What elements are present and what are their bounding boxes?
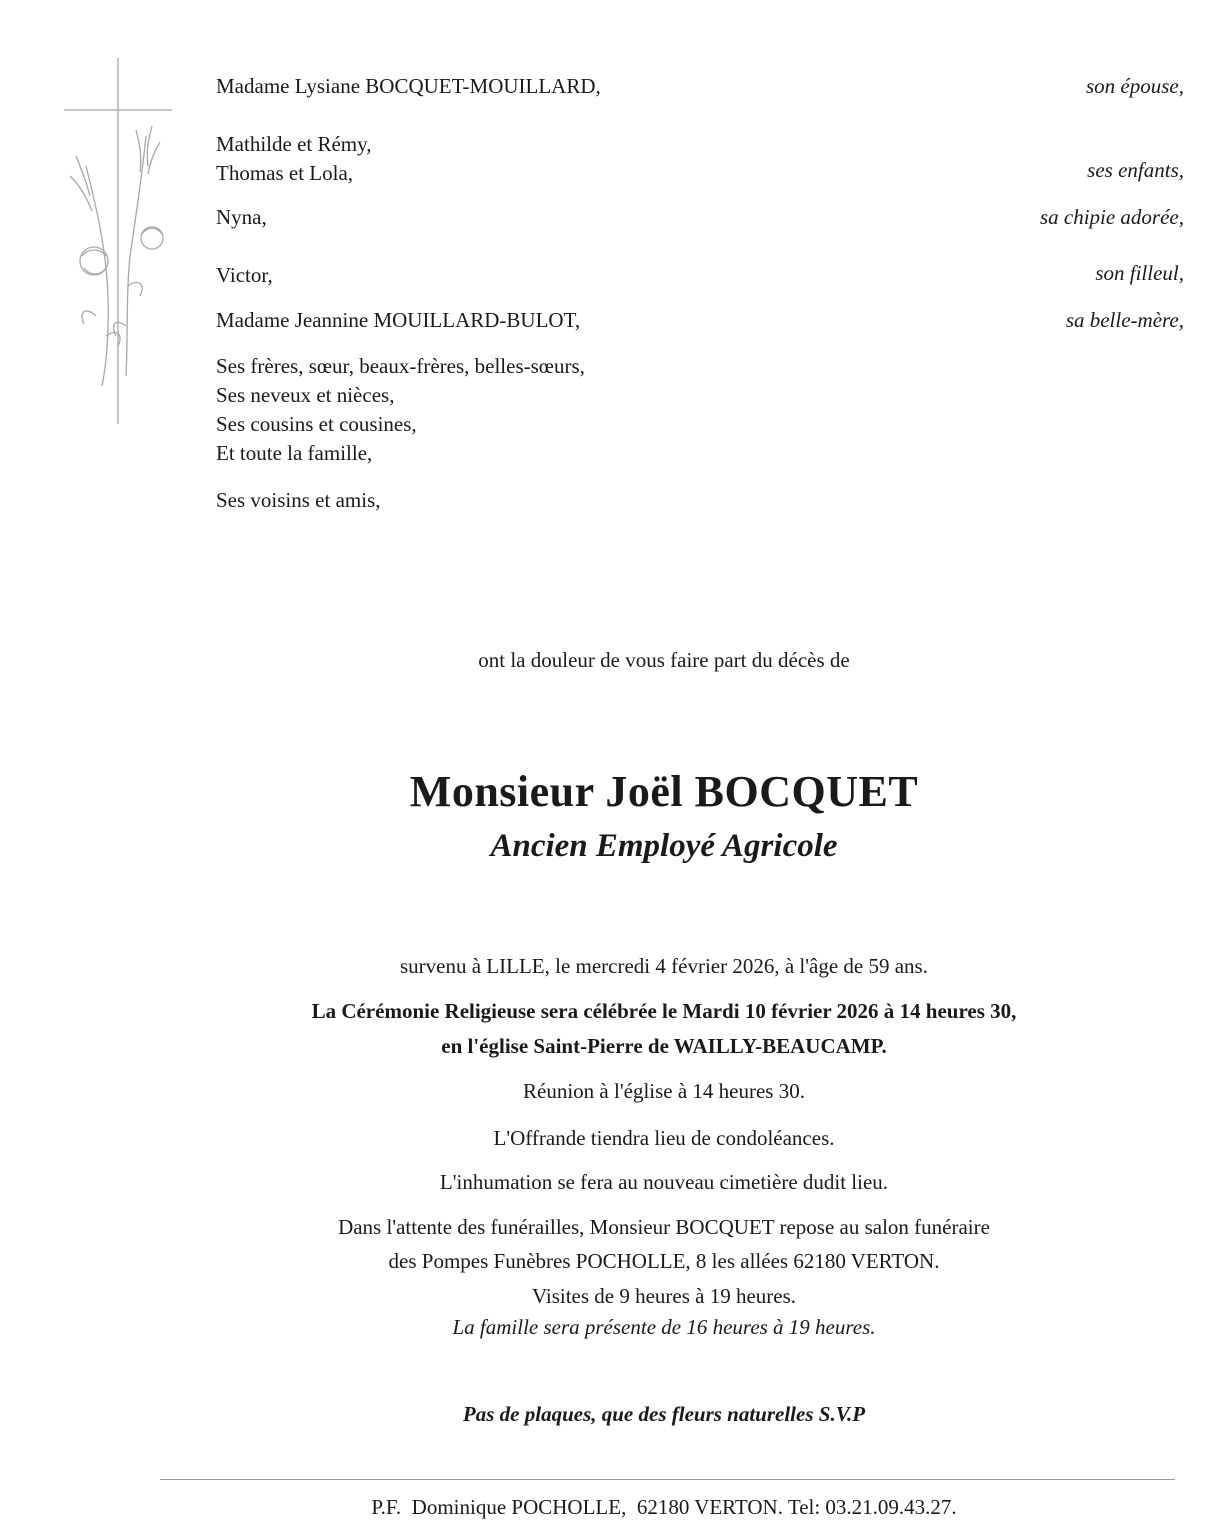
family-line: Ses cousins et cousines, — [216, 412, 417, 436]
ceremony-line-2: en l'église Saint-Pierre de WAILLY-BEAUCAMP. — [441, 1034, 887, 1058]
relation-granddaughter: sa chipie adorée, — [1039, 205, 1184, 229]
cross-flowers-icon — [56, 56, 176, 428]
death-details: survenu à LILLE, le mercredi 4 février 2026, à l'âge de 59 ans. — [400, 954, 928, 978]
family-member-friends: Ses voisins et amis, — [216, 488, 381, 512]
rest-info-line-1: Dans l'attente des funérailles, Monsieur BOCQUET repose au salon funéraire — [338, 1215, 990, 1239]
announcement-text: ont la douleur de vous faire part du décès de — [478, 648, 850, 672]
footer-divider — [160, 1479, 1175, 1480]
relation-children: ses enfants, — [1087, 158, 1184, 182]
family-line: Mathilde et Rémy, — [216, 132, 372, 156]
relation-godson: son filleul, — [1095, 261, 1184, 285]
family-member-children — [216, 130, 372, 188]
family-line: Ses frères, sœur, beaux-frères, belles-sœurs, — [216, 354, 585, 378]
family-member-extended — [216, 352, 585, 468]
rest-info-line-2: des Pompes Funèbres POCHOLLE, 8 les allées 62180 VERTON. — [388, 1249, 940, 1273]
ceremony-line-1: La Cérémonie Religieuse sera célébrée le Mardi 10 février 2026 à 14 heures 30, — [311, 999, 1017, 1023]
offering-info: L'Offrande tiendra lieu de condoléances. — [493, 1126, 835, 1150]
relation-spouse: son épouse, — [1086, 74, 1184, 98]
burial-info: L'inhumation se fera au nouveau cimetière dudit lieu. — [439, 1170, 889, 1194]
visiting-hours: Visites de 9 heures à 19 heures. — [531, 1284, 797, 1308]
family-presence: La famille sera présente de 16 heures à 19 heures. — [452, 1315, 876, 1339]
meeting-info: Réunion à l'église à 14 heures 30. — [523, 1079, 805, 1103]
family-member-granddaughter: Nyna, — [216, 205, 267, 229]
deceased-occupation: Ancien Employé Agricole — [490, 828, 838, 864]
family-member-mother-in-law: Madame Jeannine MOUILLARD-BULOT, — [216, 308, 581, 332]
family-line: Et toute la famille, — [216, 441, 373, 465]
funeral-home-contact: P.F. Dominique POCHOLLE, 62180 VERTON. Tel: 03.21.09.43.27. — [371, 1495, 957, 1519]
flowers-note: Pas de plaques, que des fleurs naturelles S.V.P — [462, 1402, 866, 1426]
relation-mother-in-law: sa belle-mère, — [1065, 308, 1184, 332]
family-line: Thomas et Lola, — [216, 161, 354, 185]
family-member-godson: Victor, — [216, 263, 273, 287]
family-line: Ses neveux et nièces, — [216, 383, 395, 407]
family-member-spouse: Madame Lysiane BOCQUET-MOUILLARD, — [216, 74, 601, 98]
deceased-name: Monsieur Joël BOCQUET — [409, 767, 919, 816]
